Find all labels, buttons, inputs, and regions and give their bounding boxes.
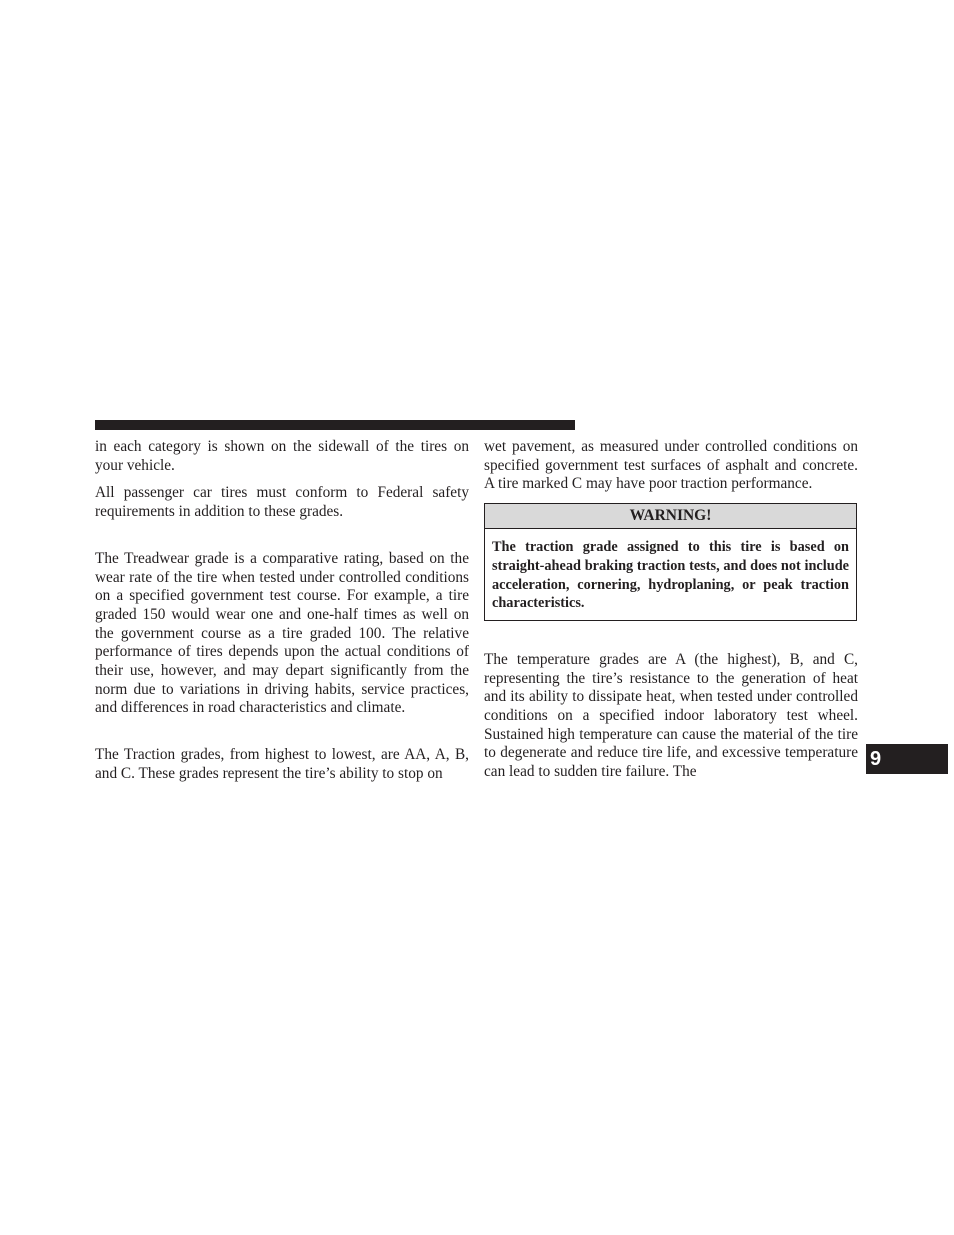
paragraph-federal-safety: All passenger car tires must conform to Federal safety requirements in addition to these grades. bbox=[95, 484, 469, 521]
paragraph-temperature: The temperature grades are A (the highest), B, and C, representing the tire’s resistance to the generation of heat and its ability to dissipate heat, when tested under controlled conditions on a specified indoor laboratory test wheel. Sustained high temperature can cause the material of the tire to degenerate and reduce tire life, and excessive temperature can lead to sudden tire failure. The bbox=[484, 650, 858, 781]
chapter-tab: 9 bbox=[866, 744, 948, 774]
left-column bbox=[95, 438, 469, 784]
right-column bbox=[484, 438, 858, 782]
warning-box bbox=[484, 503, 857, 621]
warning-text: The traction grade assigned to this tire is based on straight-ahead braking traction tests, and does not include acceleration, cornering, hydroplaning, or peak traction characteristics. bbox=[492, 539, 849, 612]
warning-title: WARNING! bbox=[485, 504, 856, 529]
header-rule bbox=[95, 420, 575, 430]
paragraph-treadwear: The Treadwear grade is a comparative rating, based on the wear rate of the tire when tested under controlled conditions on a specified government test course. For example, a tire graded 150 would wear one and one-half times as well on the government course as a tire graded 100. The relative performance of tires depends upon the actual conditions of their use, however, and may depart significantly from the norm due to variations in driving habits, service practices, and differences in road characteristics and climate. bbox=[95, 549, 469, 717]
paragraph-traction: The Traction grades, from highest to lowest, are AA, A, B, and C. These grades represent the tire’s ability to stop on bbox=[95, 746, 469, 782]
paragraph-wet-pavement: wet pavement, as measured under controlled conditions on specified government test surfaces of asphalt and concrete. A tire marked C may have poor traction performance. bbox=[484, 438, 858, 493]
paragraph-sidewall: in each category is shown on the sidewall of the tires on your vehicle. bbox=[95, 438, 469, 474]
